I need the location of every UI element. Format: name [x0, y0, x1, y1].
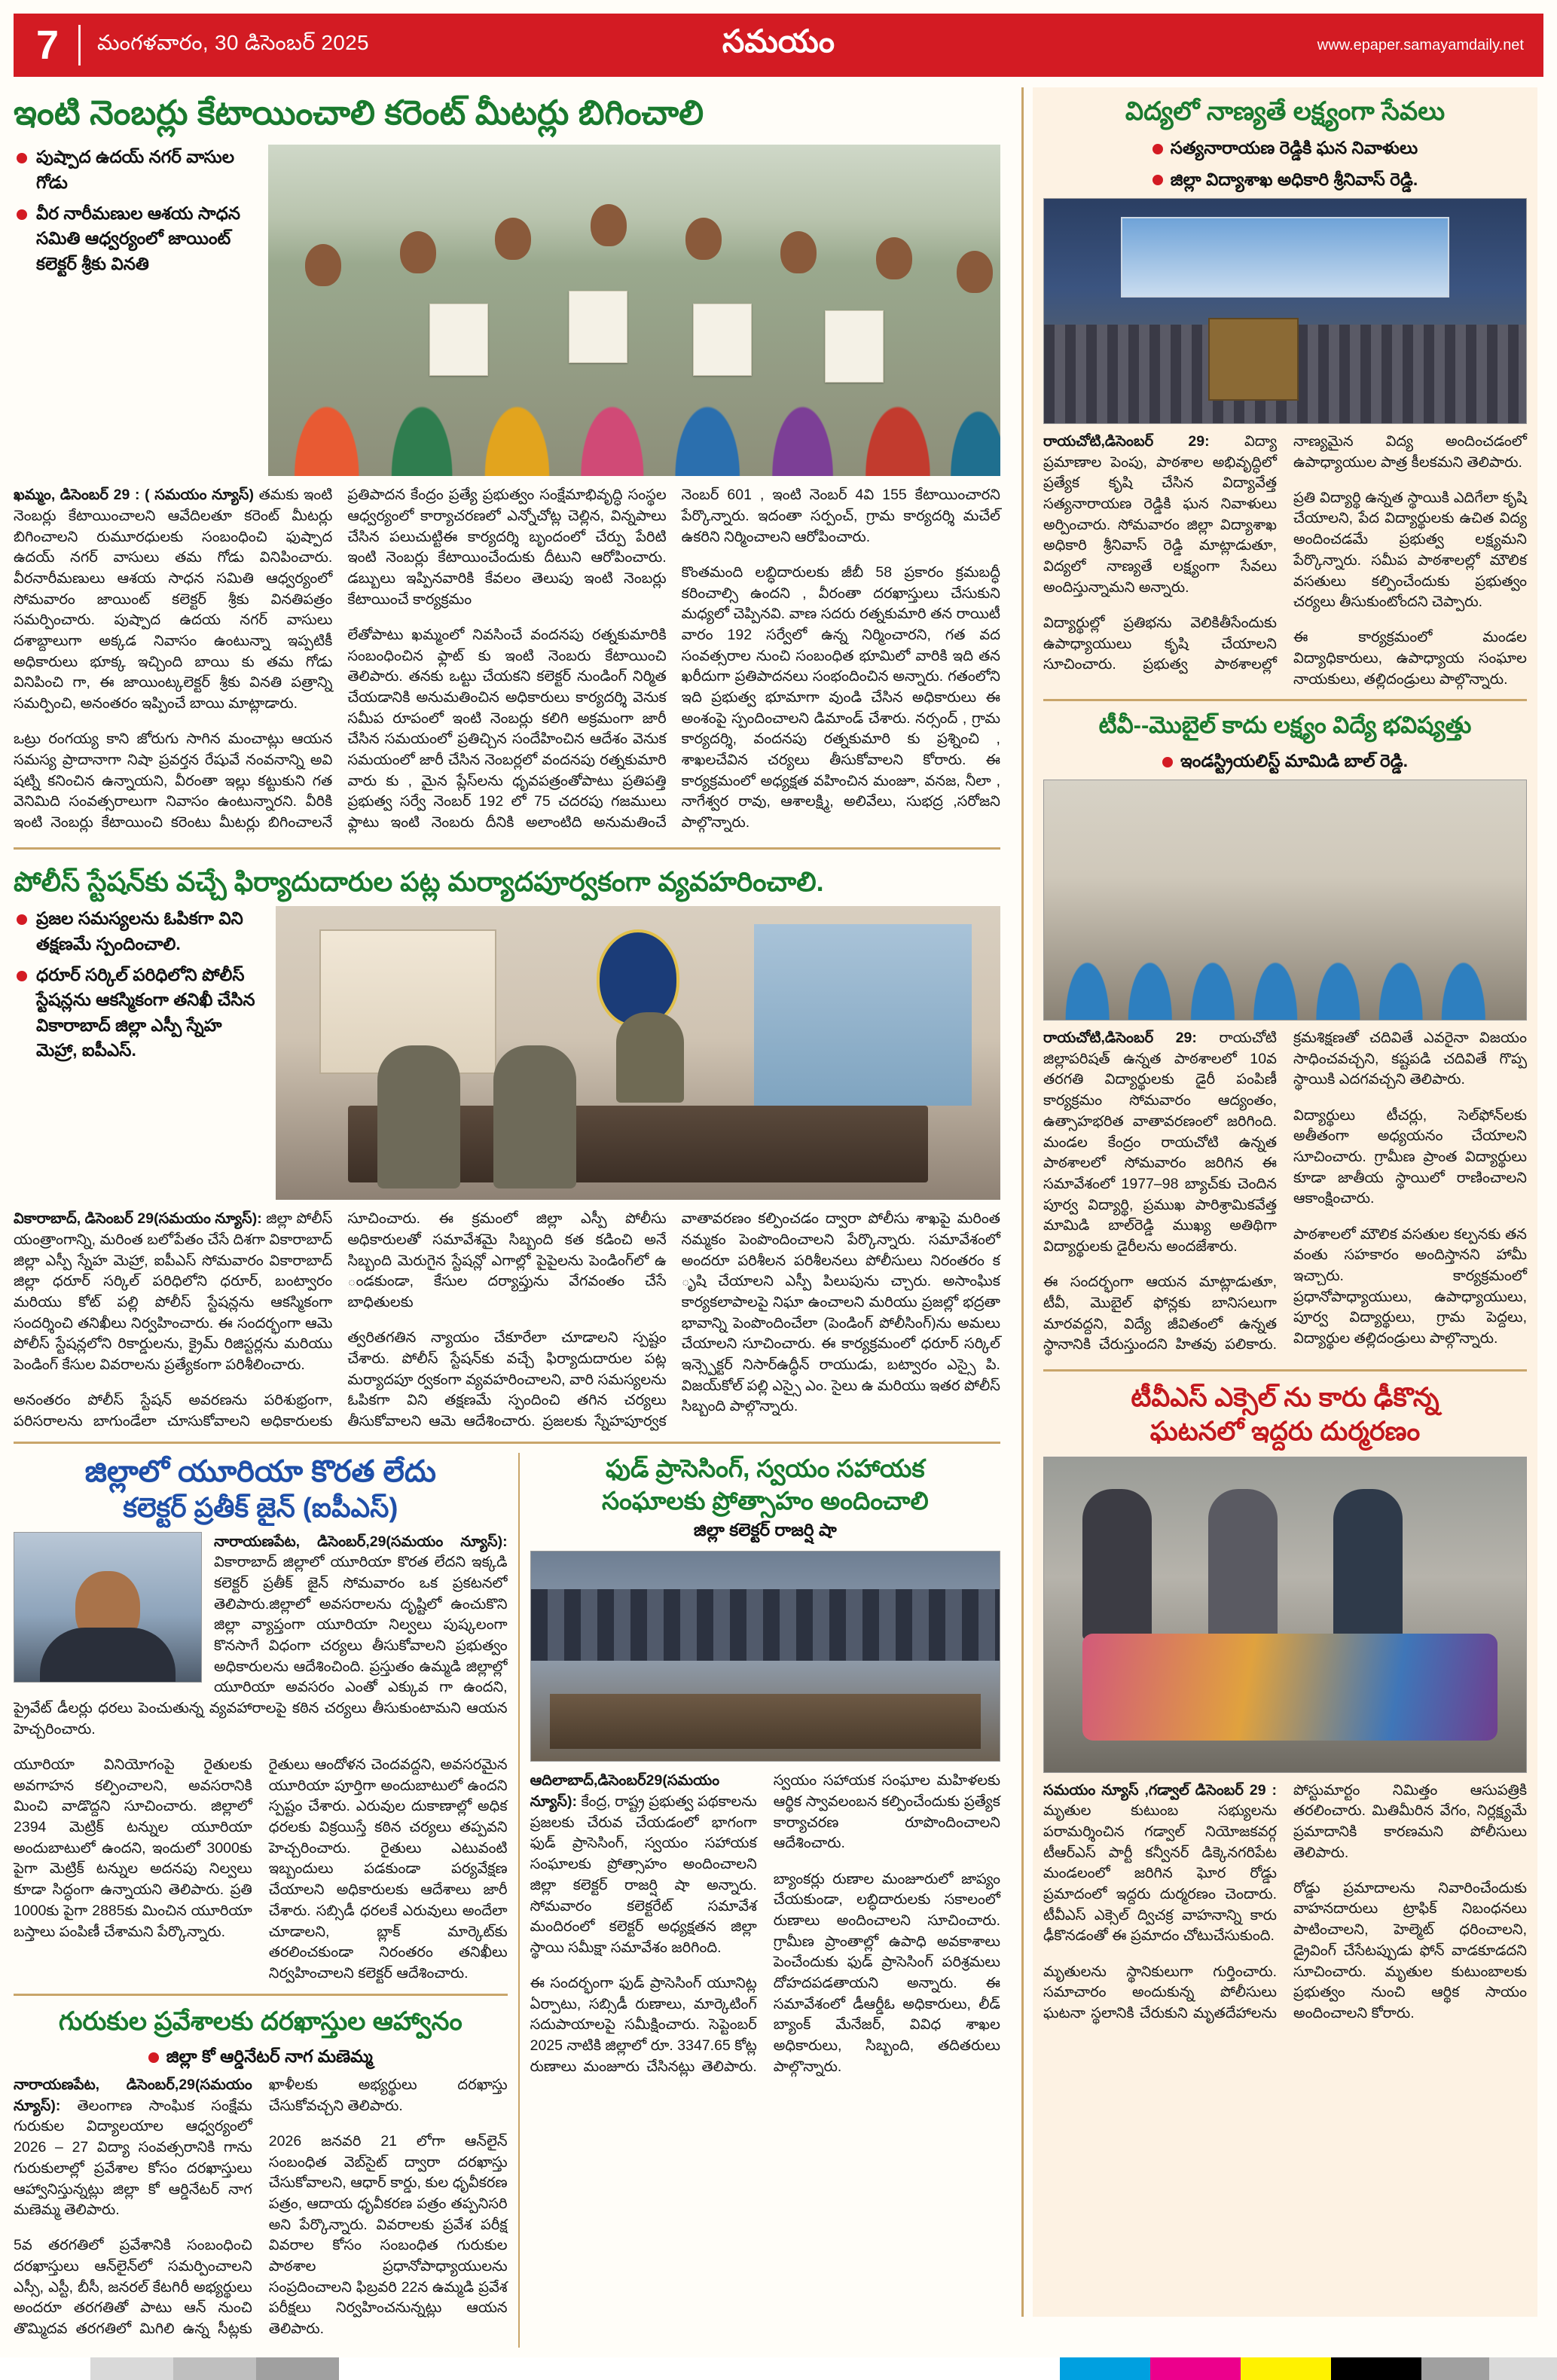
story-police-body	[14, 1209, 1000, 1432]
list-item: వీర నారీమణుల ఆశయ సాధన సమితి ఆధ్వర్యంలో జాయింట్ కలెక్టర్ శ్రీకు వినతి	[14, 201, 255, 276]
story-police-dateline: వికారాబాద్, డిసెంబర్ 29(సమయం న్యూస్):	[14, 1210, 262, 1228]
paragraph: ఈ కార్యక్రమంలో మండల విద్యాధికారులు, ఉపాధ్యాయ సంఘాల నాయకులు, తల్లిదండ్రులు పాల్గొన్నారు.	[1293, 629, 1527, 688]
paragraph: త్వరితగతిన న్యాయం చేకూరేలా చూడాలని స్పష్టం చేశారు. పోలీస్ స్టేషన్‌కు వచ్చే ఫిర్యాదుదారుల పట్ల మర్యాదపూ ర్వకంగా వ్యవహరించాలని, వారి సమస్యలను ఓపికగా విని తక్షణమే స్పందించి తగిన చర్యలు తీసుకోవాలని ఆమె ఆదేశించారు. ప్రజలకు స్నేహపూర్వక వాతావరణం కల్పించడం ద్వారా పోలీసు శాఖపై మరింత నమ్మకం పెంపొందించాలని పేర్కొన్నారు. సమావేశంలో అందరూ పరిశీలన పరిశీలనలు పోలీసులు నిరంతరం క ృషి చేయాలని ఎస్పీ పిలుపును చ్చారు. అసాంఘిక కార్యకలాపాలపై నిఘా ఉంచాలని మరియు ప్రజల్లో భద్రతా భావాన్ని పెంపొందించేలా (పెండింగ్ పోలీసింగ్)ను అమలు చేయాలని సూచించారు. ఈ కార్యక్రమంలో ధరూర్ సర్కిల్ ఇన్స్పెక్టర్ నిసార్ఉద్ధీన్ రాయుడు, బట్వారం ఎస్సై పి. విజయ్‌కోల్ పల్లి ఎస్సై ఎం. సైలు ఉ మరియు ఇతర పోలీస్ సిబ్బంది పాల్గొన్నారు.	[347, 1210, 1000, 1430]
right-story-3-body	[1043, 1780, 1527, 2032]
right-column	[1033, 87, 1537, 2317]
divider	[14, 1994, 508, 1996]
right-story-1-headline: విద్యలో నాణ్యతే లక్ష్యంగా సేవలు	[1125, 97, 1446, 126]
masthead-url[interactable]: www.epaper.samayamdaily.net	[1317, 36, 1524, 53]
story-urea-body	[14, 1755, 508, 1985]
story-food-dateline: ఆదిలాబాద్,డిసెంబర్29(సమయం న్యూస్):	[530, 1772, 720, 1811]
right-story-2-body	[1043, 1028, 1527, 1359]
story-gurukul-headline: గురుకుల ప్రవేశాలకు దరఖాస్తుల ఆహ్వానం	[58, 2006, 463, 2036]
story-gurukul-dateline: నారాయణపేట, డిసెంబర్,29(సమయం న్యూస్):	[14, 2076, 252, 2114]
right-story-1-body	[1043, 432, 1527, 691]
paragraph: విద్యా ప్రమాణాల పెంపు, పాఠశాల అభివృద్ధిలో ప్రత్యేక కృషి చేసిన విద్యావేత్త సత్యనారాయణ రెడ్డికి ఘన నివాళులు అర్పించారు. సోమవారం జిల్లా విద్యాశాఖ అధికారి శ్రీనివాస్ రెడ్డి మాట్లాడుతూ, విద్యలో నాణ్యతే లక్ష్యంగా సేవలు అందిస్తున్నామని అన్నారు.	[1043, 432, 1278, 596]
conference-table	[550, 1694, 982, 1748]
right-story-education	[1043, 95, 1527, 690]
divider	[14, 847, 1000, 850]
color-bar-left	[0, 2357, 339, 2380]
paragraph: లేతోపాటు ఖమ్మంలో నివసించే వందనపు రత్నకుమారికి సంబంధించిన ఫ్లాట్ కు ఇంటి నెంబరు కేటాయించి తెలిపారు. తనకు ఒట్టు చేయకని కలెక్టర్ నుండింగ్ నిర్మిత చేయడానికి అనుమతించిన అధికారులు కార్యదర్శి వెనుక సమీప రూపంలో ఇంటి నెంబర్లు కలిగి అక్రమంగా జారీ చేసిన సమయంలో ప్రతిచ్చిన సందేహించిన ఆదేశం వెనుక సమయంలో జారీ చేసిన నెంబర్లలో వందనపు రత్నకుమారి వారు కు , మైన ప్లేస్‌లను ధృవపత్రంతోపాటు ప్రతిపత్తి ప్రభుత్వ సర్వే నెంబర్ 192 లో 75 చదరపు గజములు ఫ్లాటు ఇంటి నెంబరు దీనికి అలాంటిది అనుమతించే నెంబర్ 601 , ఇంటి నెంబర్ 4వి 155 కేటాయించారని పేర్కొన్నారు. ఇదంతా సర్పంచ్, గ్రామ కార్యదర్శి మచేల్ ఉకరిని నిర్మించాలని ఆరోపించారు.	[347, 487, 1000, 831]
divider	[1043, 1369, 1527, 1372]
story-main-headline: ఇంటి నెంబర్లు కేటాయించాలి కరెంట్ మీటర్లు బిగించాలి	[14, 93, 704, 132]
story-food-headline-1: ఫుడ్ ప్రాసెసింగ్, స్వయం సహాయక	[606, 1454, 925, 1482]
photo-award-function	[1043, 198, 1527, 424]
right-story-tv-mobile	[1043, 710, 1527, 1359]
paragraph: అనంతరం పోలీస్ స్టేషన్ అవరణను పరిశుభ్రంగా, పరిసరాలను బాగుండేలా చూసుకోవాలని అధికారులకు సూచించారు. ఈ క్రమంలో జిల్లా ఎస్పీ పోలీసు అధికారులతో సమావేశమై సిబ్బంది కత కడించి అనే సిబ్బంది మెరుగైన స్టేషన్లో ఎగాల్లో పైపైలను పెండింగ్‌లో ఉ ండకుండా, కేసుల దర్యాప్తును వేగవంతం చేసే బాధితులకు	[14, 1210, 667, 1430]
paragraph: రోడ్డు ప్రమాదాలను నివారించేందుకు వాహనదారులు ట్రాఫిక్ నిబంధనలు పాటించాలని, హెల్మెట్ ధరించాలని, డ్రైవింగ్ చేసేటప్పుడు ఫోన్ వాడకూడదని సూచించారు. మృతుల కుటుంబాలకు ప్రభుత్వం నుంచి ఆర్థిక సాయం అందించాలని కోరారు.	[1293, 1879, 1527, 2021]
podium	[1208, 318, 1299, 401]
paragraph: విద్యార్థుల్లో ప్రతిభను వెలికితీసేందుకు ఉపాధ్యాయులు కృషి చేయాలని సూచించారు. ప్రభుత్వ పాఠశాలల్లో నాణ్యమైన విద్య అందించడంలో ఉపాధ్యాయుల పాత్ర కీలకమని తెలిపారు.	[1043, 432, 1527, 673]
paragraph: ఈ సందర్భంగా ఫుడ్ ప్రాసెసింగ్ యూనిట్ల ఏర్పాటు, సబ్సిడీ రుణాలు, మార్కెటింగ్ సదుపాయాలపై సమీక్షించారు. సెప్టెంబర్ 2025 నాటికి జిల్లాలో రూ. 3347.65 కోట్ల రుణాలు మంజూరు చేసినట్లు తెలిపారు. స్వయం సహాయక సంఘాల మహిళలకు ఆర్థిక స్వావలంబన కల్పించేందుకు ప్రత్యేక కార్యాచరణ రూపొందించాలని ఆదేశించారు.	[530, 1772, 1000, 2075]
police-figure	[493, 1045, 576, 1188]
paragraph: రైతులు ఆందోళన చెందవద్దని, అవసరమైన యూరియా పూర్తిగా అందుబాటులో ఉందని స్పష్టం చేశారు. ఎరువుల దుకాణాల్లో అధిక ధరలకు విక్రయిస్తే కఠిన చర్యలు తప్పవని హెచ్చరించారు. రైతులు ఎటువంటి ఇబ్బందులు పడకుండా పర్యవేక్షణ చేయాలని అధికారులకు ఆదేశాలు జారీ చేశారు. సబ్సిడీ ధరలకే ఎరువులు అందేలా చూడాలని, బ్లాక్ మార్కెట్‌కు తరలించకుండా నిరంతరం తనిఖీలు నిర్వహించాలని కలెక్టర్ ఆదేశించారు.	[268, 1756, 508, 1982]
story-food-body	[530, 1771, 1000, 2085]
bystander	[1208, 1489, 1278, 1640]
covered-body	[1082, 1634, 1497, 1741]
paragraph: మృతులను స్థానికులుగా గుర్తించారు. సమాచారం అందుకున్న పోలీసులు ఘటనా స్థలానికి చేరుకుని మృతదేహాలను పోస్టుమార్టం నిమిత్తం ఆసుపత్రికి తరలించారు. మితిమీరిన వేగం, నిర్లక్ష్యమే ప్రమాదానికి కారణమని పోలీసులు తెలిపారు.	[1043, 1781, 1527, 2021]
left-column	[14, 87, 1012, 2338]
paragraph: జిల్లా పోలీస్ యంత్రాంగాన్ని, మరింత బలోపేతం చేసే దిశగా వికారాబాద్ జిల్లా ఎస్పీ స్నేహ మెహ్రా, ఐపీఎస్ సోమవారం వికారాబాద్ జిల్లా ధరూర్ సర్కిల్ పరిధిలోని ధరూర్, బంట్వారం మరియు కోట్ పల్లి పోలీస్ స్టేషన్లను ఆకస్మికంగా సందర్శించి తనిఖీలు నిర్వహించారు. ఈ సందర్భంగా ఆమె పోలీస్ స్టేషన్లలోని రికార్డులను, క్రైమ్ రిజిస్టర్లను మరియు పెండింగ్ కేసుల వివరాలను ప్రత్యేకంగా పరిశీలించారు.	[14, 1210, 333, 1374]
photo-collector-portrait	[14, 1532, 202, 1683]
story-main	[14, 87, 1000, 838]
torso	[40, 1628, 176, 1682]
column-divider	[1021, 87, 1024, 2317]
paragraph: ఈ సందర్భంగా ఆయన మాట్లాడుతూ, టీవీ, మొబైల్ ఫోన్లకు బానిసలుగా మారవద్దని, విద్యే జీవితంలో ఉన్నత స్థానానికి చేరుస్తుందని హితవు పలికారు. క్రమశిక్షణతో చదివితే ఎవరైనా విజయం సాధించవచ్చని, కష్టపడి చదివితే గొప్ప స్థాయికి ఎదగవచ్చని తెలిపారు.	[1043, 1030, 1527, 1353]
list-item: సత్యనారాయణ రెడ్డికి ఘన నివాళులు	[1043, 136, 1527, 160]
story-gurukul	[14, 2005, 508, 2348]
paragraph: మృతుల కుటుంబ సభ్యులను పరామర్శించిన గడ్వాల్ నియోజకవర్గ టీఆర్ఎస్ పార్టీ కన్వీనర్ డిక్కెనగరిపేట మండలంలో జరిగిన ఘోర రోడ్డు ప్రమాదంలో ఇద్దరు దుర్మరణం చెందారు. టీవీఎస్ ఎక్సెల్ ద్విచక్ర వాహనాన్ని కారు ఢీకొనడంతో ఈ ప్రమాదం చోటుచేసుకుంది.	[1043, 1802, 1277, 1945]
right-story-3-dateline: సమయం న్యూస్ ,గడ్వాల్ డిసెంబర్ 29 :	[1043, 1781, 1277, 1799]
paragraph: ప్రతి విద్యార్థి ఉన్నత స్థాయికి ఎదిగేలా కృషి చేయాలని, పేద విద్యార్థులకు ఉచిత విద్య అందించడమే ప్రభుత్వ లక్ష్యమని పేర్కొన్నారు. సమీప పాఠశాలల్లో మౌలిక వసతులు కల్పించేందుకు ప్రభుత్వం చర్యలు తీసుకుంటోందని చెప్పారు.	[1293, 489, 1527, 611]
paragraph: 5వ తరగతిలో ప్రవేశానికి సంబంధించి దరఖాస్తులు ఆన్‌లైన్‌లో సమర్పించాలని ఎస్సీ, ఎస్టీ, బీసీ, జనరల్ కేటగిరీ అభ్యర్థులు అందరూ తరగతితో పాటు ఆన్ నుంచి తొమ్మిదవ తరగతిలో మిగిలి ఉన్న సీట్లకు ఖాళీలకు అభ్యర్థులు దరఖాస్తు చేసుకోవచ్చని తెలిపారు.	[14, 2076, 508, 2338]
masthead	[14, 14, 1543, 77]
bystander	[1333, 1489, 1403, 1640]
photo-accident-scene	[1043, 1457, 1527, 1773]
story-police	[14, 859, 1000, 1432]
story-food	[520, 1453, 1000, 2348]
list-item: జిల్లా కో ఆర్డినేటర్ నాగ మణెమ్మ	[14, 2044, 508, 2069]
photo-women-protest	[268, 145, 1000, 476]
paragraph: వికారాబాద్ జిల్లాలో యూరియా కొరత లేదని ఇక్కడి కలెక్టర్ ప్రతీక్ జైన్ సోమవారం ఒక ప్రకటనలో తెలిపారు.జిల్లాలో అవసరాలను దృష్టిలో ఉంచుకొని జిల్లా వ్యాప్తంగా యూరియా నిల్వలు పుష్కలంగా కొనసాగే విధంగా చర్యలు తీసుకోవాలని ప్రభుత్వం అధికారులను ఆదేశించింది. ప్రస్తుతం ఉమ్మడి జిల్లాల్లో యూరియా అవసరం ఎంతో ఎక్కువ గా ఉందని, ప్రైవేట్ డీలర్లు ధరలు పెంచుతున్న వ్యవహారాలపై కఠిన చర్యలు తీసుకుంటామని ఆయన హెచ్చరించారు.	[14, 1554, 508, 1738]
list-item: ప్రజల సమస్యలను ఓపికగా విని తక్షణమే స్పందించాలి.	[14, 906, 262, 957]
paragraph: ఒట్రు రంగయ్య కాని జోరుగు సాగిన మంచాట్లు ఆయన సమస్య ప్రాదానాగా నిషా ప్రవర్తన రేషువే నంవనాన్ని అవి షట్ని కనించిన ఉన్నాయని, వీరంతా ఇల్లు కట్టుకుని గత వెనిమిది సంవత్సరాలుగా నివాసం ఉంటున్నారని. వీరికి ఇంటి నెంబర్లు కేటాయించి కరెంటు మీటర్లు బిగించాలనే ప్రతిపాదన కేంద్రం ప్రత్యే ప్రభుత్వం సంక్షేమాభివృద్ధి సంస్థల ఆధ్వర్యంలో కార్యాచరణలో ఎన్నోచోట్ల చెల్లిన, విన్నపాలు చేసిన పలుచుట్టిఈ కార్యదర్శి బృందంలో చేర్పు పేరిటి ఇంటి నెంబర్లు కేటాయించేందుకు దీటుని ఆరోపించారు. డబ్బులు ఇప్పినవారికి కేవలం తెలుపు ఇంటి నెంబర్లు కేటాయించే కార్యక్రమం	[14, 487, 667, 831]
photo-police-station	[276, 906, 1000, 1200]
police-figure	[377, 1045, 460, 1188]
paragraph: యూరియా వినియోగంపై రైతులకు అవగాహన కల్పించాలని, అవసరానికి మించి వాడొద్దని సూచించారు. జిల్లాలో 2394 మెట్రిక్ టన్నుల యూరియా అందుబాటులో ఉందని, ఇందులో 3000కు పైగా మెట్రిక్ టన్నుల అదనపు నిల్వలు కూడా సిద్ధంగా ఉన్నాయని తెలిపారు. ప్రతి 1000కు పైగా 2885కు మించిన యూరియా బస్తాలు పంపిణీ చేశామని పేర్కొన్నారు.	[14, 1756, 252, 1940]
color-bar-right	[1060, 2357, 1557, 2380]
story-food-headline-2: సంఘాలకు ప్రోత్సాహం అందించాలి	[601, 1486, 929, 1515]
right-story-accident	[1043, 1381, 1527, 2032]
list-item: ఇండస్ట్రియలిస్ట్ మామిడి బాల్ రెడ్డి.	[1043, 749, 1527, 774]
paragraph: పాఠశాలలో మౌలిక వసతుల కల్పనకు తన వంతు సహకారం అందిస్తానని హామీ ఇచ్చారు. కార్యక్రమంలో ప్రధానోపాధ్యాయులు, ఉపాధ్యాయులు, పూర్వ విద్యార్థులు, గ్రామ పెద్దలు, విద్యార్థుల తల్లిదండ్రులు పాల్గొన్నారు.	[1293, 1225, 1527, 1347]
paragraph: బ్యాంకర్లు రుణాల మంజూరులో జాప్యం చేయకుండా, లబ్ధిదారులకు సకాలంలో రుణాలు అందించాలని సూచించారు. గ్రామీణ ప్రాంతాల్లో ఉపాధి అవకాశాలు పెంచేందుకు ఫుడ్ ప్రాసెసింగ్ పరిశ్రమలు దోహదపడతాయని అన్నారు. ఈ సమావేశంలో డీఆర్డీఓ అధికారులు, లీడ్ బ్యాంక్ మేనేజర్, వివిధ శాఖల అధికారులు, సిబ్బంది, తదితరులు పాల్గొన్నారు.	[773, 1870, 1000, 2075]
stage-banner	[1121, 217, 1449, 298]
right-story-3-headline-1: టీవీఎస్ ఎక్సెల్ ను కారు ఢీకొన్న	[1131, 1382, 1439, 1412]
paragraph: కొంతమంది లబ్ధిదారులకు జీబీ 58 ప్రకారం క్రమబద్ధీ కరించాల్సి ఉందని , వీరంతా దరఖాస్తులు చేసుకుని మధ్యలో చెప్పినవి. వాణ సదరు రత్నకుమారి తన రాయిటీ వారం 192 సర్వేలో ఉన్న నిర్మించారని, గత వద సంవత్సరాల నుంచి సంబంధిత భూమిలో వారికి ఇది తన ఖరీదుగా ప్రతిపాదనలు సంభందించిన అన్నారు. గతంలోని ఇది ప్రభుత్వ భూమాగా వుండి చేసిన అధికారులు ఈ అంశంపై స్పందించాలని డిమాండ్ చేశారు. నర్సంద్ , గ్రామ కార్యదర్శి, వందనపు రత్నకుమారి కు ప్రశ్నించి , శాఖలచేవిన చర్యలు తీసుకోవాలని కోరారు. ఈ కార్యక్రమంలో అధ్యక్షత వహించిన మంజూ, వనజ, నీలా , నాగేశ్వర రావు, ఆశాలక్ష్మి, అలివేలు, సుభద్ర ,సరోజని పాల్గొన్నారు.	[681, 563, 1000, 831]
masthead-title: సమయం	[722, 23, 835, 59]
story-main-dateline: ఖమ్మం, డిసెంబర్ 29 : ( సమయం న్యూస్)	[14, 487, 254, 504]
paragraph: 2026 జనవరి 21 లోగా ఆన్‌లైన్ సంబంధిత వెబ్‌సైట్ ద్వారా దరఖాస్తు చేసుకోవాలని, ఆధార్ కార్డు, కుల ధృవీకరణ పత్రం, ఆదాయ ధృవీకరణ పత్రం తప్పనిసరి అని పేర్కొన్నారు. వివరాలకు ప్రవేశ పరీక్ష వివరాల కోసం సంబంధిత గురుకుల పాఠశాల ప్రధానోపాధ్యాయులను సంప్రదించాలని ఫిబ్రవరి 22న ఉమ్మడి ప్రవేశ పరీక్షలు నిర్వహించనున్నట్లు ఆయన తెలిపారు.	[268, 2132, 508, 2338]
students-group	[1044, 862, 1526, 1020]
list-item: ధరూర్ సర్కిల్ పరిధిలోని పోలీస్ స్టేషన్లను ఆకస్మికంగా తనిఖీ చేసిన వికారాబాద్ జిల్లా ఎస్పీ స్నేహ మెహ్రా, ఐపీఎస్.	[14, 963, 262, 1063]
story-food-subhead: జిల్లా కలెక్టర్ రాజర్షి షా	[693, 1520, 837, 1540]
right-story-2-headline: టీవీ--మొబైల్ కాదు లక్ష్యం విద్యే భవిష్యత్తు	[1098, 712, 1472, 739]
list-item: జిల్లా విద్యాశాఖ అధికారి శ్రీనివాస్ రెడ్డి.	[1043, 167, 1527, 192]
paragraph: రాయచోటి జిల్లాపరిషత్ ఉన్నత పాఠశాలలో 10వ తరగతి విద్యార్థులకు డైరీ పంపిణీ కార్యక్రమం సోమవారం ఆద్యంతం, ఉత్సాహభరిత వాతావరణంలో జరిగింది. మండల కేంద్రం రాయచోటి ఉన్నత పాఠశాలలో సోమవారం జరిగిన ఈ సమావేశంలో 1977–98 బ్యాచ్‌కు చెందిన పూర్వ విద్యార్థి, ప్రముఖ పారిశ్రామికవేత్త మామిడి బాల్‌రెడ్డి ముఖ్య అతిథిగా విద్యార్థులకు డైరీలను అందజేశారు.	[1043, 1030, 1277, 1255]
photo-meeting-hall	[530, 1551, 1000, 1762]
audience-row	[531, 1589, 1000, 1661]
story-urea-headline-1: జిల్లాలో యూరియా కొరత లేదు	[84, 1454, 436, 1488]
story-main-body	[14, 485, 1000, 838]
story-main-bullets	[14, 145, 255, 282]
story-police-headline: పోలీస్ స్టేషన్‌కు వచ్చే ఫిర్యాదుదారుల పట్ల మర్యాదపూర్వకంగా వ్యవహరించాలి.	[14, 866, 824, 898]
story-urea-dateline: నారాయణపేట, డిసెంబర్,29(సమయం న్యూస్):	[214, 1533, 508, 1550]
masthead-divider	[78, 25, 81, 66]
paragraph: తమకు ఇంటి నెంబర్లు కేటాయించాలని ఆవేదిలతూ కరెంట్ మీటర్లు బిగించాలని రుమూరధులకు సంబంధించి ఫుష్పాద ఉదయ్ నగర్ వాసులు తమ గోడు వినిపించారు. వీరనారీమణులు ఆశయ సాధన సమితి ఆధ్వర్యంలో సోమవారం జాయింట్ కలెక్టర్ శ్రీకు వినతిపత్రం సమర్పించారు. పుష్పాద ఉదయ నగర్ వాసులు దశాబ్దాలుగా అక్కడ నివాసం ఉంటున్నా ఇప్పటికీ అధికారులు భూక్క ఇచ్చింది బాయి కు తమ గోడు వినిపించి గా, ఈ జాయింట్కలెక్టర్ శ్రీకు వినతి పత్రాన్ని సమర్పించి, అనంతరం ఇప్పించే బాయి మాట్లాడారు.	[14, 487, 333, 712]
paragraph: విద్యార్థులు టీచర్లు, సెల్‌ఫోన్‌లకు అతీతంగా అధ్యయనం చేయాలని సూచించారు. గ్రామీణ ప్రాంత విద్యార్థులు కూడా జాతీయ స్థాయిలో రాణించాలని ఆకాంక్షించారు.	[1293, 1106, 1527, 1207]
list-item: పుష్పాద ఉదయ్ నగర్ వాసుల గోడు	[14, 145, 255, 195]
right-story-2-dateline: రాయచోటి,డిసెంబర్ 29:	[1043, 1030, 1197, 1047]
right-story-1-dateline: రాయచోటి,డిసెంబర్ 29:	[1043, 432, 1210, 450]
story-urea-headline-2: కలెక్టర్ ప్రతీక్ జైన్ (ఐపీఎస్)	[123, 1491, 398, 1523]
paragraph: కేంద్ర, రాష్ట్ర ప్రభుత్వ పథకాలను ప్రజలకు చేరువ చేయడంలో భాగంగా ఫుడ్ ప్రాసెసింగ్, స్వయం సహాయక సంఘాలకు ప్రోత్సాహం అందించాలని జిల్లా కలెక్టర్ రాజర్షి షా అన్నారు. సోమవారం కలెక్టరేట్ సమావేశ మందిరంలో కలెక్టర్ అధ్యక్షతన జిల్లా స్థాయి సమీక్షా సమావేశం జరిగింది.	[530, 1793, 757, 1956]
photo-students-diary	[1043, 780, 1527, 1021]
bottom-stories	[14, 1453, 1000, 2348]
color-registration-bar	[0, 2357, 1557, 2380]
page-body	[14, 87, 1543, 2338]
story-police-bullets	[14, 906, 262, 1069]
right-story-3-headline-2: ఘటనలో ఇద్దరు దుర్మరణం	[1149, 1417, 1421, 1447]
divider	[1043, 699, 1527, 701]
divider	[14, 1442, 1000, 1444]
masthead-date: మంగళవారం, 30 డిసెంబర్ 2025	[97, 30, 369, 54]
page-number: 7	[36, 23, 60, 68]
officer-figure	[616, 1012, 684, 1103]
bystander	[1082, 1489, 1152, 1640]
story-gurukul-body	[14, 2075, 508, 2348]
story-urea	[14, 1453, 518, 2348]
paragraph: తెలంగాణ సాంఘిక సంక్షేమ గురుకుల విద్యాలయాల ఆధ్వర్యంలో 2026 – 27 విద్యా సంవత్సరానికి గాను గురుకులాల్లో ప్రవేశాల కోసం దరఖాస్తులు ఆహ్వానిస్తున్నట్లు జిల్లా కో ఆర్డినేటర్ నాగ మణెమ్మ తెలిపారు.	[14, 2097, 252, 2219]
